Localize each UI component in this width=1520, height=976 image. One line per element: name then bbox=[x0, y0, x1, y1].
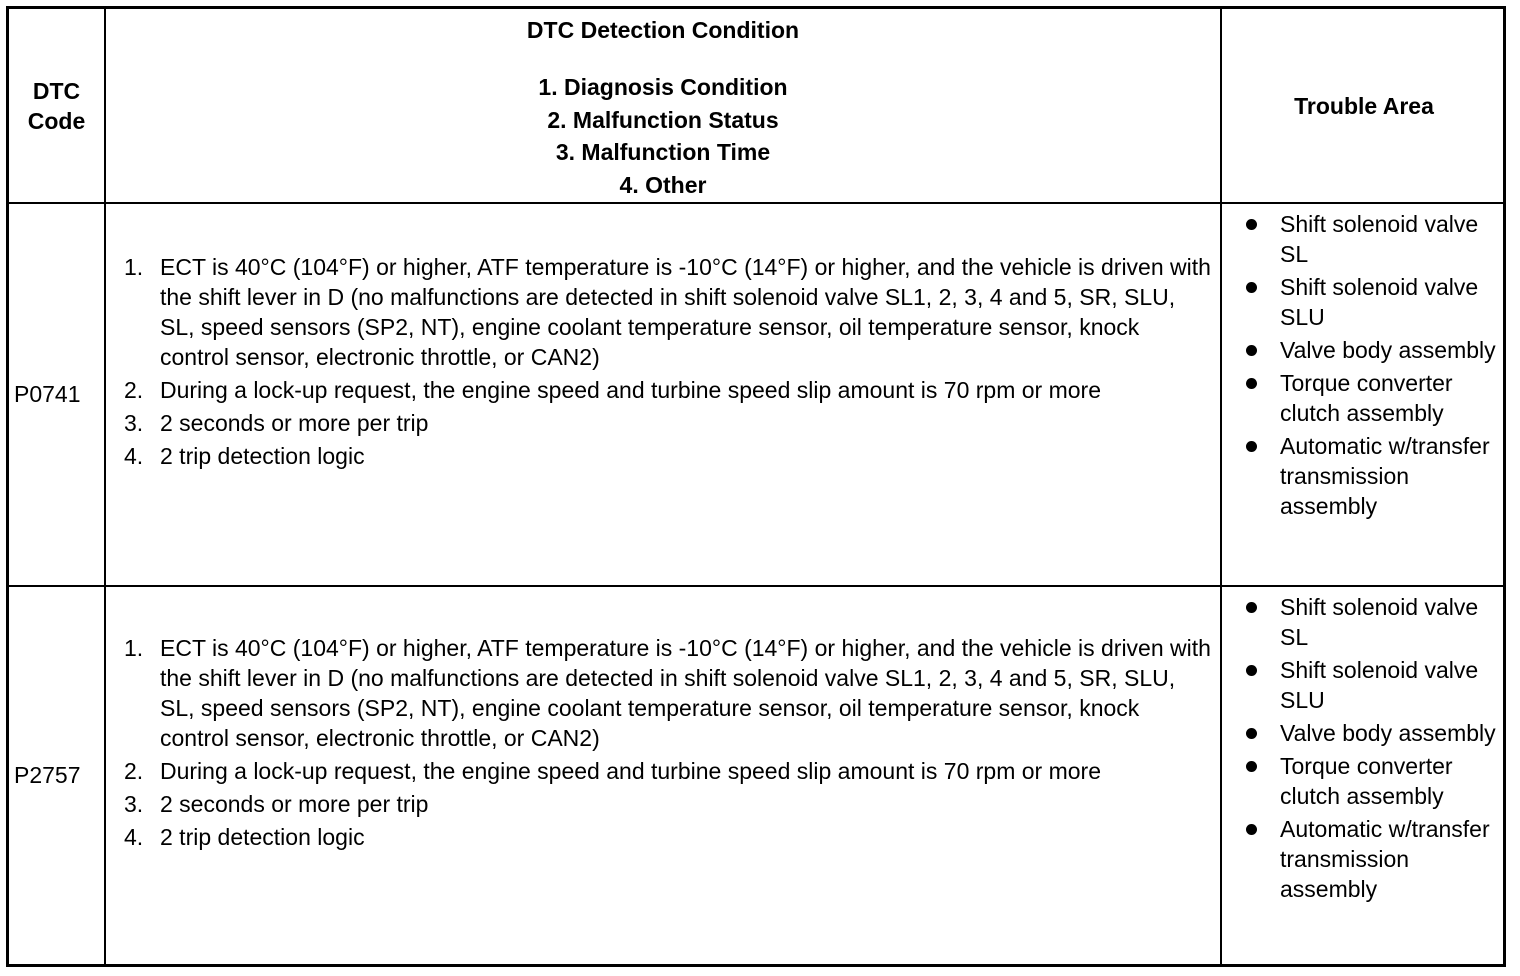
trouble-area-cell bbox=[1222, 204, 1506, 585]
trouble-text: Torque converter clutch assembly bbox=[1280, 753, 1453, 809]
condition-number: 1. bbox=[124, 634, 144, 661]
bullet-icon bbox=[1246, 602, 1257, 613]
trouble-text: Automatic w/transfer transmission assembly bbox=[1280, 433, 1490, 519]
dtc-table bbox=[6, 6, 1506, 967]
header-detection-condition bbox=[106, 15, 1220, 201]
condition-item bbox=[106, 375, 1220, 405]
trouble-text: Automatic w/transfer transmission assembly bbox=[1280, 816, 1490, 902]
bullet-icon bbox=[1246, 728, 1257, 739]
condition-text: 2 seconds or more per trip bbox=[160, 790, 429, 817]
condition-item bbox=[106, 756, 1220, 786]
trouble-text: Shift solenoid valve SL bbox=[1280, 211, 1479, 267]
condition-item bbox=[106, 441, 1220, 471]
condition-text: During a lock-up request, the engine speed and turbine speed slip amount is 70 rpm or more bbox=[160, 376, 1101, 403]
trouble-item bbox=[1222, 335, 1506, 365]
condition-number: 1. bbox=[124, 253, 144, 280]
trouble-text: Shift solenoid valve SLU bbox=[1280, 274, 1479, 330]
condition-number: 3. bbox=[124, 409, 144, 436]
bullet-icon bbox=[1246, 345, 1257, 356]
bullet-icon bbox=[1246, 282, 1257, 293]
header-condition-item: 1. Diagnosis Condition bbox=[538, 74, 788, 100]
trouble-item bbox=[1222, 368, 1506, 428]
condition-number: 4. bbox=[124, 442, 144, 469]
header-condition-item: 4. Other bbox=[619, 171, 707, 198]
condition-item bbox=[106, 822, 1220, 852]
header-trouble-area-label: Trouble Area bbox=[1294, 92, 1434, 119]
condition-text: During a lock-up request, the engine speed and turbine speed slip amount is 70 rpm or more bbox=[160, 757, 1101, 784]
trouble-item bbox=[1222, 209, 1506, 269]
dtc-code: P2757 bbox=[14, 762, 81, 788]
dtc-code-cell bbox=[9, 204, 104, 585]
condition-item bbox=[106, 408, 1220, 438]
trouble-list bbox=[1222, 209, 1506, 521]
trouble-list bbox=[1222, 592, 1506, 904]
bullet-icon bbox=[1246, 824, 1257, 835]
trouble-item bbox=[1222, 718, 1506, 748]
trouble-area-cell bbox=[1222, 587, 1506, 964]
condition-item bbox=[106, 633, 1220, 753]
header-dtc-code-label: DTC Code bbox=[27, 77, 86, 134]
condition-text: 2 trip detection logic bbox=[160, 823, 365, 850]
bullet-icon bbox=[1246, 378, 1257, 389]
condition-list bbox=[106, 252, 1220, 474]
condition-text: 2 trip detection logic bbox=[160, 442, 365, 469]
trouble-item bbox=[1222, 431, 1506, 521]
condition-list bbox=[106, 633, 1220, 855]
header-condition-item: 3. Malfunction Time bbox=[555, 139, 771, 165]
bullet-icon bbox=[1246, 665, 1257, 676]
trouble-text: Shift solenoid valve SL bbox=[1280, 594, 1479, 650]
trouble-text: Valve body assembly bbox=[1280, 720, 1496, 746]
trouble-item bbox=[1222, 814, 1506, 904]
bullet-icon bbox=[1246, 441, 1257, 452]
condition-number: 2. bbox=[124, 376, 144, 403]
trouble-text: Shift solenoid valve SLU bbox=[1280, 657, 1479, 713]
condition-text: ECT is 40°C (104°F) or higher, ATF temperature is -10°C (14°F) or higher, and the vehicle is driven with the shift lever in D (no malfunctions are detected in shift solenoid valve SL1, 2, 3, 4 and 5, SR, SLU, SL, speed sensors (SP2, NT), engine coolant temperature sensor, oil temperature sensor, knock control sensor, electronic throttle, or CAN2) bbox=[160, 634, 1211, 751]
trouble-item bbox=[1222, 592, 1506, 652]
detection-condition-cell bbox=[106, 204, 1220, 585]
trouble-item bbox=[1222, 655, 1506, 715]
condition-item bbox=[106, 252, 1220, 372]
dtc-code: P0741 bbox=[14, 381, 81, 407]
header-condition-title: DTC Detection Condition bbox=[526, 17, 800, 43]
condition-text: ECT is 40°C (104°F) or higher, ATF temperature is -10°C (14°F) or higher, and the vehicle is driven with the shift lever in D (no malfunctions are detected in shift solenoid valve SL1, 2, 3, 4 and 5, SR, SLU, SL, speed sensors (SP2, NT), engine coolant temperature sensor, oil temperature sensor, knock control sensor, electronic throttle, or CAN2) bbox=[160, 253, 1211, 370]
trouble-text: Torque converter clutch assembly bbox=[1280, 370, 1453, 426]
header-trouble-area bbox=[1222, 9, 1506, 202]
condition-number: 3. bbox=[124, 790, 144, 817]
condition-item bbox=[106, 789, 1220, 819]
condition-number: 2. bbox=[124, 757, 144, 784]
trouble-text: Valve body assembly bbox=[1280, 337, 1496, 363]
detection-condition-cell bbox=[106, 587, 1220, 964]
dtc-code-cell bbox=[9, 587, 104, 964]
header-dtc-code bbox=[9, 9, 104, 202]
condition-number: 4. bbox=[124, 823, 144, 850]
bullet-icon bbox=[1246, 219, 1257, 230]
trouble-item bbox=[1222, 272, 1506, 332]
header-condition-item: 2. Malfunction Status bbox=[547, 106, 779, 133]
bullet-icon bbox=[1246, 761, 1257, 772]
trouble-item bbox=[1222, 751, 1506, 811]
condition-text: 2 seconds or more per trip bbox=[160, 409, 429, 436]
